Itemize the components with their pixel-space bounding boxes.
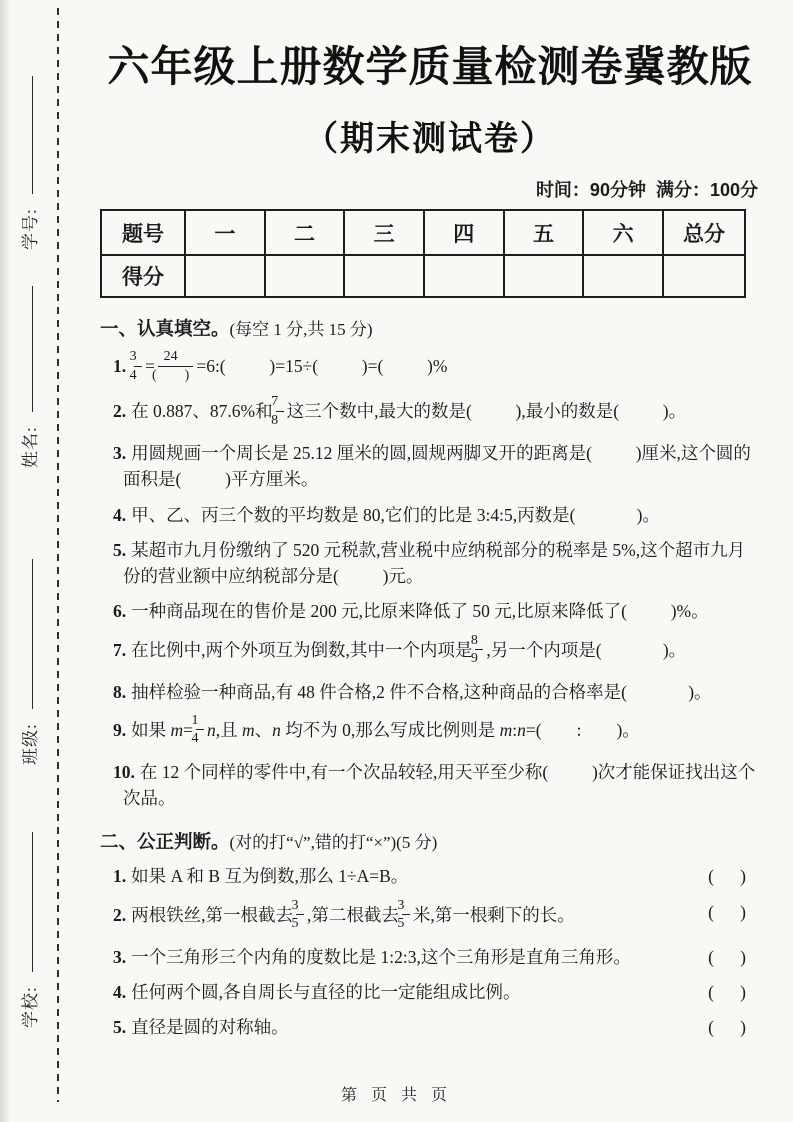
score-table-column-header: 三 (344, 210, 424, 255)
sidebar-field-label: 班级: (21, 723, 40, 765)
fraction (397, 897, 410, 933)
math-variable: n (207, 719, 216, 740)
question-1-6 (113, 598, 760, 624)
score-table-header-row (101, 210, 745, 255)
question-number: 4. (113, 981, 127, 1002)
fraction (470, 632, 483, 668)
question-1-3 (113, 440, 760, 493)
question-text: 3. 一个三角形三个内角的度数比是 1:2:3,这个三角形是直角三角形。 (113, 946, 631, 967)
fraction-denominator: 5 (397, 916, 405, 931)
question-text: 2. 在 0.887、87.6%和 $\frac{7}{8}$ 这三个数中,最大的数是( ),最小的数是( )。 (113, 394, 687, 428)
question-number: 7. (113, 639, 127, 660)
tf-answer-blank: ( ) (708, 981, 746, 1002)
question-number: 2. (113, 904, 127, 925)
question-1-10 (113, 759, 760, 812)
section-title: 二、公正判断。 (100, 833, 230, 854)
fraction-numerator: 3 (296, 897, 304, 916)
fraction-denominator: 8 (271, 412, 279, 428)
question-text: 2. 两根铁丝,第一根截去 $\frac{3}{5}$ ,第二根截去 $\frac{3}{5}$ 米,第一根剩下的长。 (113, 897, 575, 931)
question-number: 8. (113, 681, 127, 702)
fraction-numerator: 3 (402, 897, 410, 916)
score-table (100, 209, 746, 298)
score-cell-empty (344, 255, 424, 297)
math-variable: n (272, 719, 281, 740)
tf-answer-blank: ( ) (708, 946, 746, 967)
fraction-numerator: 7 (276, 393, 284, 412)
fraction-numerator: 8 (475, 632, 483, 651)
question-number: 1. (113, 356, 127, 377)
question-text: 4. 任何两个圆,各自周长与直径的比一定能组成比例。 (113, 981, 521, 1002)
sidebar-field-label: 姓名: (21, 426, 40, 468)
fraction (129, 348, 142, 384)
sidebar-field-student-number (16, 76, 41, 250)
sidebar-field-label: 学号: (21, 208, 40, 250)
question-1-4 (113, 502, 760, 528)
question-2-1 (113, 863, 760, 889)
write-in-line (30, 832, 33, 972)
score-table-column-header: 二 (265, 210, 345, 255)
score-cell-empty (265, 255, 345, 297)
math-variable: n (517, 719, 526, 740)
question-2-5 (113, 1014, 760, 1040)
question-number: 2. (113, 401, 127, 422)
question-number: 10. (113, 761, 135, 782)
page-footer: 第 页 共 页 (340, 1087, 452, 1104)
score-table-score-row (101, 255, 745, 297)
fraction (152, 348, 193, 384)
tf-answer-blank: ( ) (708, 901, 746, 922)
fraction-denominator: 5 (291, 916, 299, 931)
tf-answer-blank: ( ) (708, 1017, 746, 1037)
question-number: 3. (113, 946, 127, 967)
score-cell-empty (424, 255, 504, 297)
question-1-1 (113, 350, 760, 386)
question-number: 4. (113, 504, 127, 525)
math-variable: m (242, 719, 255, 740)
sidebar-field-class (16, 559, 41, 765)
question-number: 3. (113, 443, 127, 463)
question-text: 5. 直径是圆的对称轴。 (113, 1017, 289, 1037)
fraction (291, 897, 304, 933)
score-table-column-header: 总分 (663, 210, 745, 255)
question-2-3 (113, 944, 760, 970)
fraction-denominator: 4 (129, 367, 137, 383)
score-cell-empty (504, 255, 584, 297)
sidebar-field-label: 学校: (21, 986, 40, 1028)
score-table-column-header: 五 (504, 210, 584, 255)
question-1-5 (113, 537, 760, 590)
exam-time-score-meta: 时间：90分钟 满分：100分 (535, 180, 758, 200)
score-cell-empty (185, 255, 265, 297)
sections-container (100, 315, 760, 1040)
paper-title: 六年级上册数学质量检测卷冀教版 (107, 43, 753, 90)
question-text: 5. 某超市九月份缴纳了 520 元税款,营业税中应纳税部分的税率是 5%,这个超市九月份的营业额中应纳税部分是( )元。 (113, 539, 746, 586)
section-note: (对的打“√”,错的打“×”)(5 分) (229, 833, 438, 853)
fraction-numerator: 24 (158, 348, 193, 367)
score-table-score-label: 得分 (101, 255, 185, 297)
write-in-line (30, 286, 33, 412)
question-2-4 (113, 979, 760, 1005)
section-2-heading (100, 828, 760, 854)
write-in-line (30, 559, 33, 709)
score-table-column-header: 一 (185, 210, 265, 255)
question-text: 6. 一种商品现在的售价是 200 元,比原来降低了 50 元,比原来降低了( )%。 (113, 601, 709, 622)
fraction (271, 393, 284, 429)
paper-content (100, 0, 760, 1049)
fraction-numerator: 3 (134, 348, 142, 367)
question-text: 1. 如果 A 和 B 互为倒数,那么 1÷A=B。 (113, 866, 409, 887)
question-text: 8. 抽样检验一种商品,有 48 件合格,2 件不合格,这种商品的合格率是( )。 (113, 681, 712, 702)
question-2-2 (113, 899, 760, 935)
section-title: 一、认真填空。 (100, 320, 230, 340)
score-cell-empty (663, 255, 745, 297)
dashed-cut-line (57, 8, 59, 1102)
fraction (191, 712, 204, 748)
sidebar-field-student-name (16, 286, 41, 468)
question-text: 1. $\frac{3}{4}$ = $\frac{24}{( )}$ =6:( )=15÷( )=( )% (113, 349, 448, 383)
math-variable: m (170, 719, 184, 740)
score-table-header-label: 题号 (101, 210, 185, 255)
question-number: 5. (113, 539, 127, 560)
question-number: 6. (113, 601, 127, 622)
tf-answer-blank: ( ) (708, 866, 746, 887)
question-text: 3. 用圆规画一个周长是 25.12 厘米的圆,圆规两脚叉开的距离是( )厘米,这个圆的面积是( )平方厘米。 (113, 443, 751, 490)
paper-subtitle: （期末测试卷） (304, 120, 556, 158)
write-in-line (30, 76, 33, 194)
sidebar-field-school (16, 832, 41, 1028)
question-1-9 (113, 714, 760, 750)
question-number: 5. (113, 1017, 127, 1037)
question-text: 4. 甲、乙、丙三个数的平均数是 80,它们的比是 3:4:5,丙数是( )。 (113, 504, 661, 525)
score-table-column-header: 四 (424, 210, 504, 255)
section-note: (每空 1 分,共 15 分) (229, 320, 373, 339)
math-variable: m (499, 719, 513, 740)
question-1-2 (113, 395, 760, 431)
question-text: 7. 在比例中,两个外项互为倒数,其中一个内项是 $\frac{8}{9}$ ,另一个内项是( )。 (113, 632, 687, 666)
fraction-denominator: 9 (470, 651, 478, 666)
score-table-column-header: 六 (583, 210, 663, 255)
question-1-7 (113, 634, 760, 670)
fraction-denominator: ( ) (152, 367, 190, 383)
question-text: 10. 在 12 个同样的零件中,有一个次品较轻,用天平至少称( )次才能保证找出这个次品。 (113, 761, 756, 808)
question-text: 9. 如果 m= $\frac{1}{4}$ n,且 m、n 均不为 0,那么写成比例则是 m:n=( : )。 (113, 712, 640, 747)
fraction-denominator: 4 (191, 731, 199, 747)
section-1-heading (100, 315, 760, 341)
score-cell-empty (583, 255, 663, 297)
question-number: 9. (113, 719, 127, 740)
question-number: 1. (113, 866, 127, 887)
fraction-numerator: 1 (196, 712, 204, 731)
question-1-8 (113, 679, 760, 705)
